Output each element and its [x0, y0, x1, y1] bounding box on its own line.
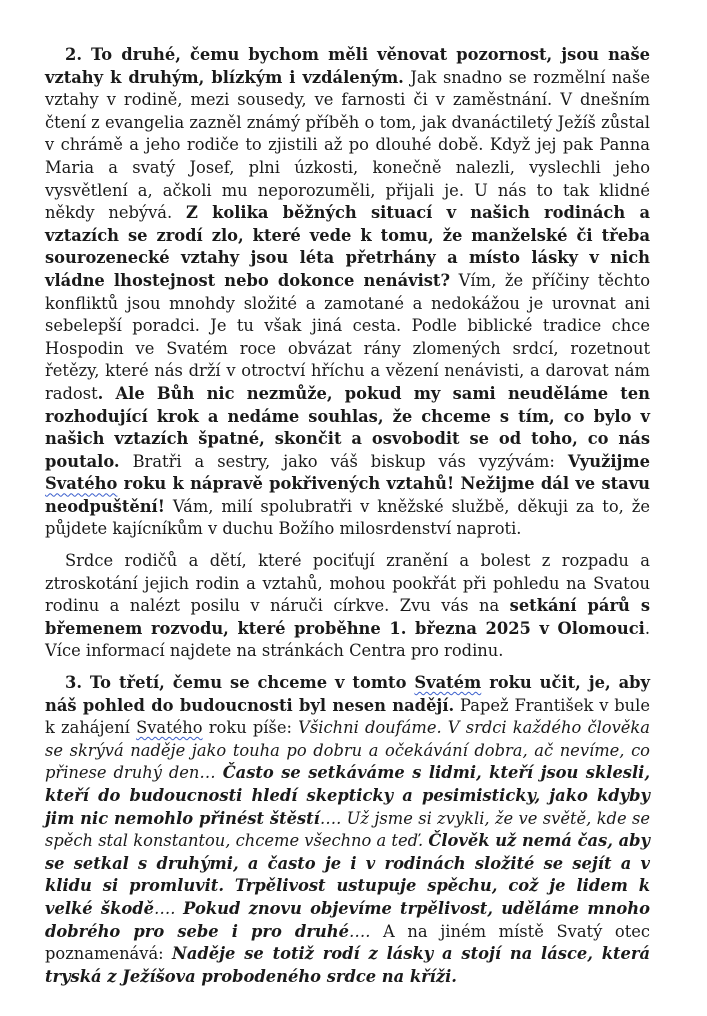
text-run: Naděje se totiž rodí z lásky a stojí na lásce, která tryská z Ježíšova probodeného srdce na kříži.	[45, 944, 651, 986]
text-run: Z kolika běžných situací v našich rodinách a vztazích se zrodí zlo, které vede k tomu, že manželské či třeba sourozenecké vztahy jsou léta přetrhány a místo lásky v nich vládne lhostejnost nebo dokonce nenávist?	[45, 203, 650, 290]
paragraph-relationships	[45, 44, 650, 541]
text-run: . Ale Bůh nic nezmůže, pokud my sami neuděláme ten rozhodující krok a nedáme souhlas, že chceme s tím, co bylo v našich vztazích špatné, skončit a osvobodit se od toho, co nás poutalo.	[45, 383, 650, 471]
text-run: roku k nápravě pokřivených vztahů! Nežijme dál ve stavu neodpuštění!	[45, 474, 650, 516]
text-run: 3. To třetí, čemu se chceme v tomto	[65, 673, 415, 693]
text-run: A na jiném místě Svatý otec poznamenává:	[45, 921, 650, 964]
paragraph-hope	[45, 672, 650, 988]
document-page	[45, 44, 650, 997]
text-run: 2. To druhé, čemu bychom měli věnovat pozornost, jsou naše vztahy k druhým, blízkým i vzdáleným.	[45, 45, 650, 87]
text-run: ….	[348, 921, 371, 941]
text-run: roku píše:	[202, 718, 299, 738]
text-run: roku učit, je, aby náš pohled do budoucnosti byl nesen nadějí.	[45, 673, 650, 715]
text-run: Vám, milí spolubratři v kněžské službě, děkuji za to, že půjdete kajícníkům v duchu Božího milosrdenství naproti.	[45, 496, 650, 539]
text-run: setkání párů s břemenem rozvodu, které proběhne 1. března 2025 v Olomouci	[45, 596, 650, 638]
text-run: Pokud znovu objevíme trpělivost, uděláme mnoho dobrého pro sebe i pro druhé	[45, 898, 650, 941]
text-run: …. Už jsme si zvykli, že ve světě, kde se spěch stal konstantou, chceme všechno a teď.	[45, 808, 650, 851]
text-run: Jak snadno se rozmělní naše vztahy v rodině, mezi sousedy, ve farnosti či v zaměstnání. V dnešním čtení z evangelia zazněl známý příběh o tom, jak dvanáctiletý Ježíš zůstal v chrámě a jeho rodiče to zjistili až po dlouhé době. Když jej pak Panna Maria a svatý Josef, plni úzkosti, konečně nalezli, vyslechli jeho vysvětlení a, ačkoli mu neporozuměli, přijali je. U nás to tak klidné někdy nebývá.	[45, 67, 651, 223]
paragraph-parents-children	[45, 550, 650, 663]
text-run: Papež František v bule k zahájení	[45, 695, 651, 738]
text-run: . Více informací najdete na stránkách Centra pro rodinu.	[45, 618, 650, 661]
text-run: Vím, že příčiny těchto konfliktů jsou mnohdy složité a zamotané a nedokážou je urovnat ani sebelepší poradci. Je tu však jiná cesta. Podle biblické tradice chce Hospodin ve Svatém roce obvázat rány zlomených srdcí, rozetnout řetězy, které nás drží v otroctví hříchu a vězení nenávisti, a darovat nám radost	[45, 270, 650, 403]
text-run: Svatého	[45, 474, 118, 494]
text-run: Všichni doufáme. V srdci každého člověka se skrývá naděje jako touha po dobru a očekávání dobra, ač nevíme, co přinese druhý den…	[45, 718, 650, 783]
text-run: Bratři a sestry, jako váš biskup vás vyzývám:	[119, 451, 568, 471]
text-run: Člověk už nemá čas, aby se setkal s druhými, a často je i v rodinách složité se sejít a v klidu si promluvit. Trpělivost ustupuje spěchu, což je lidem k velké škodě	[45, 831, 650, 918]
text-run: ….	[153, 898, 184, 918]
text-run: Svatého	[136, 718, 203, 738]
text-run: Využijme	[567, 451, 650, 471]
text-run: Srdce rodičů a dětí, které pociťují zranění a bolest z rozpadu a ztroskotání jejich rodin a vztahů, mohou pookřát při pohledu na Svatou rodinu a nalézt posilu v náruči církve. Zvu vás na	[45, 551, 650, 616]
text-run: Často se setkáváme s lidmi, kteří jsou sklesli, kteří do budoucnosti hledí skepticky a pesimisticky, jako kdyby jim nic nemohlo přinést štěstí	[45, 763, 651, 828]
text-run: Svatém	[414, 673, 482, 693]
